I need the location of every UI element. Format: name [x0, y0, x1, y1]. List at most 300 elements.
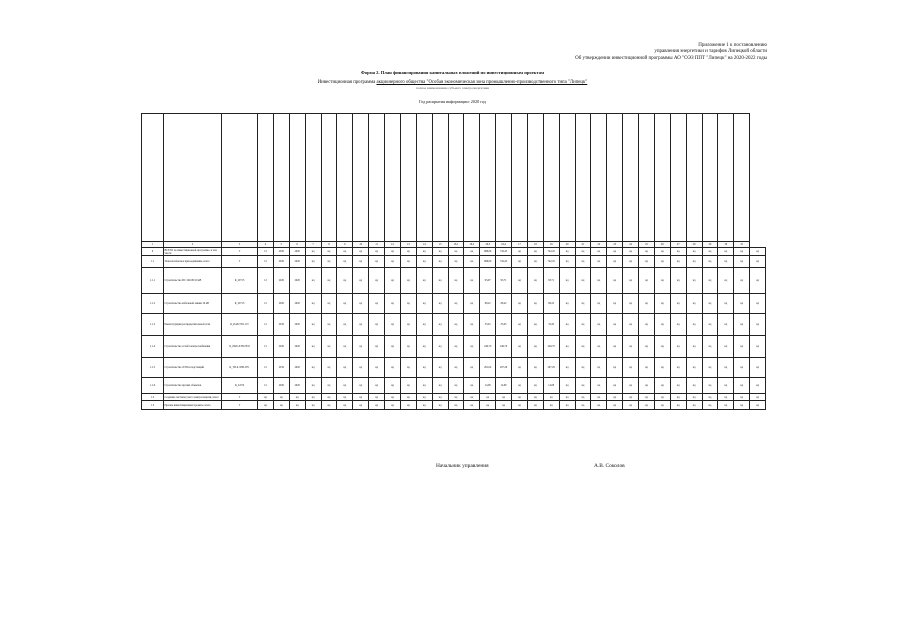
column-number: 15: [432, 242, 448, 248]
table-cell: нд: [639, 256, 655, 268]
table-cell: нд: [321, 358, 337, 378]
table-cell: 2020: [289, 256, 305, 268]
table-cell: нд: [321, 314, 337, 336]
table-cell: нд: [686, 248, 702, 256]
table-cell: нд: [702, 256, 718, 268]
project-name: Создание системы учета электроэнергии, всего: [164, 394, 222, 401]
table-cell: нд: [686, 294, 702, 314]
project-code: К_ПАБ.ТП1.172: [222, 314, 258, 336]
table-cell: нд: [527, 256, 543, 268]
table-cell: 291,04: [480, 358, 496, 378]
table-cell: нд: [559, 394, 575, 401]
table-cell: нд: [416, 378, 432, 394]
table-cell: нд: [591, 294, 607, 314]
table-cell: нд: [512, 268, 528, 294]
header-cell: [337, 114, 353, 242]
table-cell: нд: [480, 394, 496, 401]
program-subtitle-prefix: Инвестиционная программа: [317, 80, 376, 85]
table-cell: нд: [416, 336, 432, 358]
column-number: 8: [321, 242, 337, 248]
header-cell: [702, 114, 718, 242]
table-cell: нд: [527, 314, 543, 336]
table-cell: 93,71: [543, 268, 559, 294]
table-cell: нд: [607, 248, 623, 256]
table-cell: нд: [623, 378, 639, 394]
table-cell: нд: [639, 268, 655, 294]
form-title: Форма 2. План финансирования капитальных вложений по инвестиционным проектам: [360, 70, 545, 75]
header-cell-id: [142, 114, 164, 242]
table-row: [142, 358, 766, 378]
table-cell: нд: [321, 256, 337, 268]
table-cell: нд: [575, 378, 591, 394]
table-cell: нд: [750, 336, 766, 358]
table-cell: нд: [432, 336, 448, 358]
table-cell: 33,45: [543, 314, 559, 336]
table-cell: нд: [448, 248, 464, 256]
table-cell: нд: [670, 314, 686, 336]
table-cell: нд: [623, 401, 639, 410]
table-cell: нд: [258, 394, 274, 401]
column-number: 1: [142, 242, 164, 248]
table-cell: нд: [385, 268, 401, 294]
column-number: 23: [607, 242, 623, 248]
column-number: 16.3: [480, 242, 496, 248]
table-cell: нд: [623, 268, 639, 294]
project-name: Строительство прочих объектов: [164, 378, 222, 394]
table-cell: нд: [353, 248, 369, 256]
table-cell: нд: [464, 314, 480, 336]
table-cell: 249,70: [496, 336, 512, 358]
approval-line-2: управления энергетики и тарифов Липецкой области: [654, 49, 767, 55]
table-cell: нд: [575, 314, 591, 336]
column-number: 14: [416, 242, 432, 248]
table-cell: 2020: [273, 336, 289, 358]
project-name: Прочие инвестиционные проекты, всего: [164, 401, 222, 410]
table-cell: нд: [385, 256, 401, 268]
table-cell: нд: [607, 401, 623, 410]
table-cell: нд: [305, 378, 321, 394]
table-cell: нд: [718, 394, 734, 401]
project-name: Технологическое присоединение, всего: [164, 256, 222, 268]
table-cell: нд: [337, 268, 353, 294]
table-cell: нд: [464, 401, 480, 410]
project-code: К_0020-ЛЭП-ГЕО: [222, 336, 258, 358]
header-cell: [591, 114, 607, 242]
project-code: Г: [222, 256, 258, 268]
table-cell: нд: [448, 358, 464, 378]
row-number: 1.1.6: [142, 378, 164, 394]
column-number: 9: [337, 242, 353, 248]
table-row: [142, 394, 766, 401]
table-cell: нд: [718, 268, 734, 294]
table-cell: нд: [591, 358, 607, 378]
column-number: 5: [273, 242, 289, 248]
table-cell: нд: [400, 268, 416, 294]
project-code: Г: [222, 248, 258, 256]
table-cell: нд: [702, 314, 718, 336]
table-cell: нд: [353, 358, 369, 378]
approval-header: [575, 43, 767, 62]
table-cell: нд: [575, 358, 591, 378]
table-cell: нд: [670, 268, 686, 294]
table-cell: нд: [559, 256, 575, 268]
table-cell: нд: [654, 248, 670, 256]
header-cell: [686, 114, 702, 242]
table-cell: нд: [416, 268, 432, 294]
header-cell: [369, 114, 385, 242]
table-cell: нд: [305, 294, 321, 314]
table-cell: нд: [702, 358, 718, 378]
table-cell: нд: [527, 401, 543, 410]
table-cell: нд: [369, 336, 385, 358]
table-cell: нд: [369, 314, 385, 336]
table-cell: нд: [337, 336, 353, 358]
table-cell: нд: [591, 336, 607, 358]
table-cell: нд: [734, 401, 750, 410]
table-cell: нд: [750, 394, 766, 401]
table-cell: нд: [353, 294, 369, 314]
header-cell: [258, 114, 274, 242]
column-number: 16.2: [464, 242, 480, 248]
table-cell: нд: [639, 378, 655, 394]
table-cell: нд: [718, 294, 734, 314]
table-cell: нд: [337, 256, 353, 268]
header-cell: [718, 114, 734, 242]
table-cell: нд: [654, 294, 670, 314]
row-number: 1.1: [142, 256, 164, 268]
table-cell: нд: [448, 314, 464, 336]
project-code: Г: [222, 394, 258, 401]
table-cell: нд: [623, 314, 639, 336]
table-cell: 2020: [273, 268, 289, 294]
table-cell: нд: [591, 378, 607, 394]
header-cell-name: [164, 114, 222, 242]
table-cell: нд: [591, 268, 607, 294]
table-cell: нд: [686, 394, 702, 401]
table-cell: нд: [559, 294, 575, 314]
project-code: Г: [222, 401, 258, 410]
table-cell: нд: [654, 256, 670, 268]
table-cell: нд: [464, 378, 480, 394]
table-cell: нд: [718, 401, 734, 410]
table-cell: нд: [432, 294, 448, 314]
table-cell: нд: [321, 294, 337, 314]
table-cell: нд: [607, 268, 623, 294]
table-cell: нд: [432, 378, 448, 394]
table-cell: нд: [639, 394, 655, 401]
table-cell: нд: [702, 336, 718, 358]
table-cell: 14,08: [480, 378, 496, 394]
table-cell: нд: [385, 336, 401, 358]
header-cell: [480, 114, 496, 242]
table-row: [142, 378, 766, 394]
table-cell: 2020: [289, 378, 305, 394]
table-cell: нд: [305, 336, 321, 358]
table-cell: 68,22: [480, 294, 496, 314]
table-cell: нд: [416, 314, 432, 336]
header-cell: [527, 114, 543, 242]
header-cell: [654, 114, 670, 242]
table-cell: нд: [559, 378, 575, 394]
table-cell: нд: [512, 401, 528, 410]
table-cell: нд: [416, 394, 432, 401]
table-cell: нд: [400, 378, 416, 394]
header-cell: [734, 114, 750, 242]
table-cell: нд: [750, 401, 766, 410]
table-cell: нд: [321, 401, 337, 410]
row-number: 1.1.4: [142, 336, 164, 358]
table-cell: нд: [607, 394, 623, 401]
table-cell: нд: [369, 248, 385, 256]
table-cell: нд: [670, 394, 686, 401]
signature-name: А.В. Соколов: [594, 463, 625, 469]
table-cell: нд: [337, 314, 353, 336]
table-cell: нд: [718, 256, 734, 268]
table-cell: нд: [527, 358, 543, 378]
table-cell: 93,97: [480, 268, 496, 294]
table-cell: нд: [464, 294, 480, 314]
table-cell: 297,29: [496, 358, 512, 378]
table-cell: нд: [718, 378, 734, 394]
header-cell: [670, 114, 686, 242]
table-cell: 2020: [273, 256, 289, 268]
table-cell: нд: [639, 336, 655, 358]
header-cell: [305, 114, 321, 242]
table-cell: 68,22: [543, 294, 559, 314]
column-number: 21: [575, 242, 591, 248]
table-cell: нд: [353, 256, 369, 268]
table-cell: нд: [654, 378, 670, 394]
header-cell: [400, 114, 416, 242]
table-cell: нд: [575, 394, 591, 401]
table-cell: нд: [321, 268, 337, 294]
table-cell: нд: [305, 401, 321, 410]
table-cell: нд: [305, 314, 321, 336]
header-cell: [273, 114, 289, 242]
table-cell: нд: [416, 401, 432, 410]
table-cell: нд: [654, 268, 670, 294]
table-cell: нд: [353, 378, 369, 394]
table-cell: 249,70: [480, 336, 496, 358]
approval-line-1: Приложение 1 к постановлению: [698, 43, 767, 48]
table-cell: нд: [400, 248, 416, 256]
table-cell: нд: [512, 256, 528, 268]
table-cell: 12: [258, 268, 274, 294]
table-cell: нд: [512, 336, 528, 358]
column-number: 3: [222, 242, 258, 248]
table-cell: нд: [448, 401, 464, 410]
table-cell: 742,45: [543, 256, 559, 268]
table-cell: нд: [273, 401, 289, 410]
table-cell: нд: [369, 358, 385, 378]
table-cell: 698,09: [480, 248, 496, 256]
table-cell: нд: [289, 401, 305, 410]
table-cell: нд: [464, 336, 480, 358]
table-cell: нд: [512, 294, 528, 314]
table-cell: нд: [639, 401, 655, 410]
table-cell: нд: [353, 314, 369, 336]
table-cell: нд: [591, 401, 607, 410]
table-cell: нд: [400, 314, 416, 336]
organization-note: полное наименование субъекта электроэнергетики: [415, 86, 490, 90]
table-cell: нд: [369, 401, 385, 410]
row-number: 1.1.5: [142, 358, 164, 378]
project-name: Строительство ПС 220/20/10 кВ: [164, 268, 222, 294]
table-cell: 14,08: [496, 378, 512, 394]
table-cell: нд: [734, 256, 750, 268]
table-cell: нд: [400, 336, 416, 358]
table-cell: нд: [734, 294, 750, 314]
table-cell: нд: [670, 256, 686, 268]
table-cell: нд: [464, 358, 480, 378]
table-cell: нд: [654, 394, 670, 401]
table-cell: нд: [734, 248, 750, 256]
table-cell: нд: [734, 378, 750, 394]
table-cell: нд: [527, 336, 543, 358]
table-cell: нд: [527, 294, 543, 314]
table-cell: нд: [337, 358, 353, 378]
table-cell: нд: [400, 358, 416, 378]
project-code: К_ТП-9.ЛЭП-ГЕ1: [222, 358, 258, 378]
column-number: 17: [512, 242, 528, 248]
table-cell: 2020: [289, 336, 305, 358]
table-row: [142, 268, 766, 294]
column-number: 24: [623, 242, 639, 248]
table-cell: 12: [258, 358, 274, 378]
column-number: 27: [670, 242, 686, 248]
table-cell: нд: [305, 358, 321, 378]
table-cell: нд: [527, 248, 543, 256]
header-cell: [385, 114, 401, 242]
column-number: 10: [353, 242, 369, 248]
column-number: 22: [591, 242, 607, 248]
table-cell: нд: [337, 401, 353, 410]
table-cell: нд: [416, 294, 432, 314]
table-cell: нд: [289, 394, 305, 401]
table-cell: нд: [385, 314, 401, 336]
table-cell: нд: [432, 314, 448, 336]
table-cell: нд: [686, 401, 702, 410]
table-cell: нд: [464, 248, 480, 256]
table-cell: нд: [734, 268, 750, 294]
table-cell: нд: [448, 294, 464, 314]
table-cell: нд: [432, 394, 448, 401]
table-cell: нд: [448, 378, 464, 394]
column-number: 16.4: [496, 242, 512, 248]
table-cell: нд: [750, 358, 766, 378]
table-cell: нд: [321, 336, 337, 358]
table-cell: нд: [448, 394, 464, 401]
table-cell: нд: [559, 314, 575, 336]
table-cell: нд: [512, 314, 528, 336]
table-cell: нд: [527, 378, 543, 394]
table-cell: нд: [670, 336, 686, 358]
table-cell: нд: [448, 256, 464, 268]
table-cell: 2020: [273, 248, 289, 256]
table-cell: нд: [575, 248, 591, 256]
table-cell: нд: [305, 394, 321, 401]
header-cell: [623, 114, 639, 242]
table-cell: нд: [750, 268, 766, 294]
table-cell: нд: [512, 394, 528, 401]
table-cell: нд: [575, 336, 591, 358]
table-cell: нд: [686, 336, 702, 358]
table-cell: нд: [575, 401, 591, 410]
table-cell: нд: [400, 401, 416, 410]
table-cell: нд: [416, 358, 432, 378]
table-cell: нд: [734, 358, 750, 378]
table-cell: нд: [702, 394, 718, 401]
project-name: Строительство ЛЭП и подстанций: [164, 358, 222, 378]
table-cell: нд: [750, 314, 766, 336]
table-cell: нд: [305, 256, 321, 268]
table-cell: нд: [337, 378, 353, 394]
table-cell: нд: [734, 314, 750, 336]
table-cell: нд: [496, 394, 512, 401]
table-cell: нд: [702, 248, 718, 256]
table-cell: 12: [258, 248, 274, 256]
table-cell: нд: [623, 256, 639, 268]
header-cell: [512, 114, 528, 242]
table-cell: нд: [400, 256, 416, 268]
table-cell: нд: [702, 268, 718, 294]
table-cell: нд: [702, 294, 718, 314]
header-cell: [543, 114, 559, 242]
table-cell: нд: [512, 248, 528, 256]
table-cell: 2020: [289, 358, 305, 378]
project-code: К_0-974: [222, 378, 258, 394]
table-cell: нд: [718, 358, 734, 378]
table-cell: нд: [639, 314, 655, 336]
column-number: 11: [369, 242, 385, 248]
table-cell: нд: [527, 268, 543, 294]
table-cell: 2020: [289, 294, 305, 314]
row-number: 1.2: [142, 394, 164, 401]
table-cell: 12: [258, 378, 274, 394]
header-cell: [496, 114, 512, 242]
column-number: 12: [385, 242, 401, 248]
table-cell: нд: [353, 268, 369, 294]
table-cell: нд: [686, 378, 702, 394]
column-number: 18: [527, 242, 543, 248]
table-cell: нд: [559, 248, 575, 256]
table-cell: нд: [337, 394, 353, 401]
table-row: [142, 256, 766, 268]
column-number: 7: [305, 242, 321, 248]
table-cell: нд: [559, 336, 575, 358]
row-number: 1.1.1: [142, 268, 164, 294]
table-cell: нд: [607, 358, 623, 378]
table-cell: 12: [258, 294, 274, 314]
column-number: 25: [639, 242, 655, 248]
table-cell: нд: [750, 248, 766, 256]
row-number: 1.3: [142, 401, 164, 410]
table-cell: нд: [369, 256, 385, 268]
header-cell: [353, 114, 369, 242]
table-cell: нд: [575, 268, 591, 294]
table-cell: нд: [654, 314, 670, 336]
table-cell: нд: [432, 256, 448, 268]
table-cell: нд: [480, 401, 496, 410]
table-cell: нд: [369, 294, 385, 314]
table-cell: 2019: [273, 358, 289, 378]
table-cell: нд: [353, 401, 369, 410]
table-cell: нд: [639, 358, 655, 378]
table-cell: нд: [718, 314, 734, 336]
table-header-row: [142, 114, 766, 242]
disclosure-period: Год раскрытия информации: 2020 год: [419, 99, 486, 104]
column-number: 16.1: [448, 242, 464, 248]
